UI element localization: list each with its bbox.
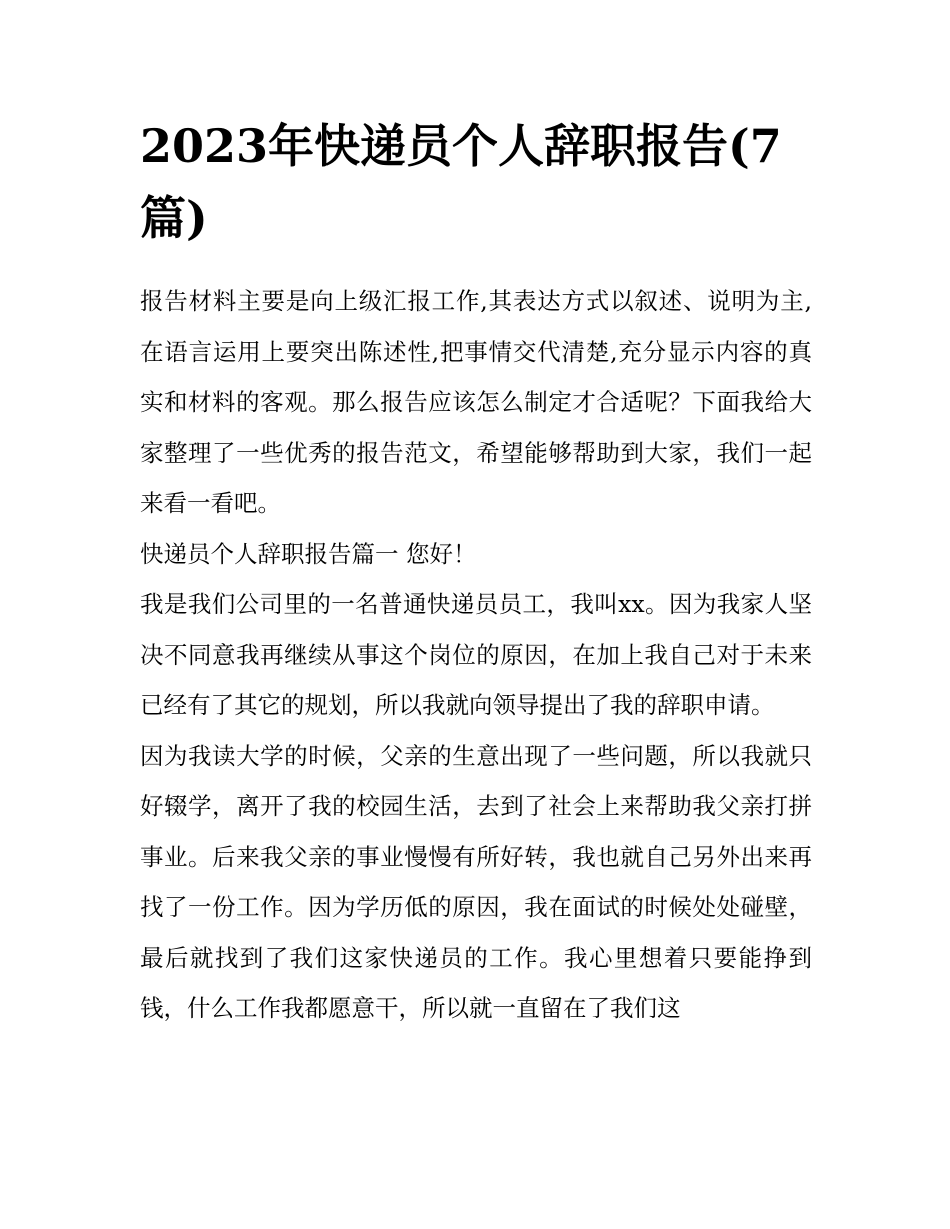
intro-paragraph: 报告材料主要是向上级汇报工作,其表达方式以叙述、说明为主,在语言运用上要突出陈述性,把事情交代清楚,充分显示内容的真实和材料的客观。那么报告应该怎么制定才合适呢？下面我给大家整理了一些优秀的报告范文，希望能够帮助到大家，我们一起来看一看吧。 (140, 287, 812, 517)
body-paragraph: 我是我们公司里的一名普通快递员员工，我叫xx。因为我家人坚决不同意我再继续从事这个岗位的原因，在加上我自己对于未来已经有了其它的规划，所以我就向领导提出了我的辞职申请。 (140, 590, 812, 719)
document-body (140, 110, 812, 1034)
section-heading-greeting: 快递员个人辞职报告篇一 您好！ (140, 539, 477, 568)
document-title: 2023年快递员个人辞职报告(7篇) (140, 119, 782, 245)
body-paragraph: 因为我读大学的时候，父亲的生意出现了一些问题，所以我就只好辍学，离开了我的校园生活，去到了社会上来帮助我父亲打拼事业。后来我父亲的事业慢慢有所好转，我也就自己另外出来再找了一份工作。因为学历低的原因，我在面试的时候处处碰壁，最后就找到了我们这家快递员的工作。我心里想着只要能挣到钱，什么工作我都愿意干，所以就一直留在了我们这 (140, 741, 812, 1022)
